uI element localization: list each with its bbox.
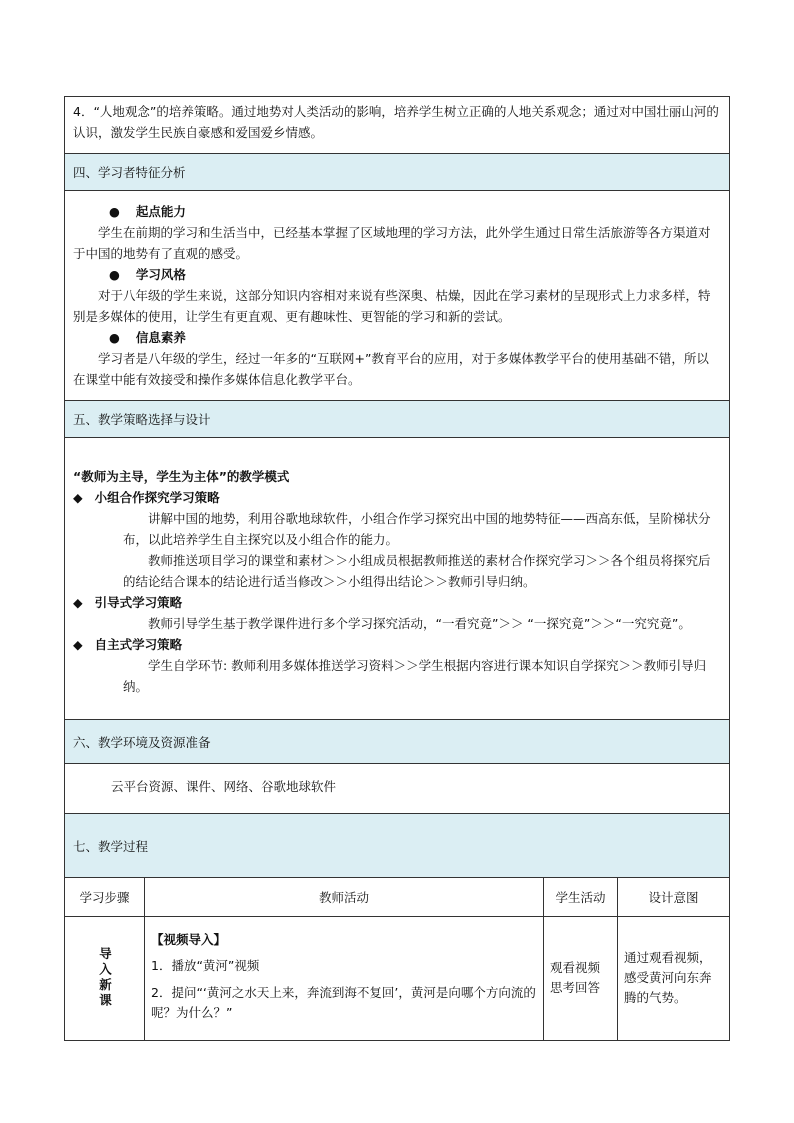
- section-seven-heading: 七、教学过程: [73, 838, 149, 854]
- section-five-heading-row: [64, 401, 730, 438]
- bullet-item-title: ● 学习风格: [109, 267, 186, 282]
- teaching-mode-title: “教师为主导，学生为主体”的教学模式: [73, 469, 290, 484]
- student-activity-cell: [544, 916, 618, 1040]
- table-header-row: [65, 878, 730, 916]
- learner-paragraph: 对于八年级的学生来说，这部分知识内容相对来说有些深奥、枯燥，因此在学习素材的呈现形式上力求多样，特别是多媒体的使用，让学生有更直观、更有趣味性、更智能的学习和新的尝试。: [73, 288, 711, 324]
- section-four-heading-row: [64, 154, 730, 191]
- section-six-heading: 六、教学环境及资源准备: [73, 734, 211, 750]
- strategy-title: ◆ 自主式学习策略: [73, 637, 183, 652]
- document-table: [64, 96, 730, 1041]
- bullet-item-title: ● 起点能力: [109, 204, 186, 219]
- strategy-paragraph: 教师推送项目学习的课堂和素材＞＞小组成员根据教师推送的素材合作探究学习＞＞各个组员将探究后的结论结合课本的结论进行适当修改＞＞小组得出结论＞＞教师引导归纳。: [123, 553, 711, 589]
- learner-paragraph: 学习者是八年级的学生，经过一年多的“互联网+”教育平台的应用，对于多媒体教学平台的使用基础不错，所以在课堂中能有效接受和操作多媒体信息化教学平台。: [73, 351, 709, 387]
- section-six-heading-row: [64, 720, 730, 764]
- column-header-teacher: 教师活动: [145, 878, 544, 916]
- teacher-activity-cell: [145, 916, 544, 1040]
- step-cell: [65, 916, 145, 1040]
- learner-paragraph: 学生在前期的学习和生活当中，已经基本掌握了区域地理的学习方法，此外学生通过日常生活旅游等各方渠道对于中国的地势有了直观的感受。: [73, 225, 711, 261]
- learner-analysis-block: [64, 191, 730, 401]
- activity-line: 1．播放“黄河”视频: [151, 957, 260, 973]
- column-header-step: 学习步骤: [65, 878, 145, 916]
- design-intent-cell: [618, 916, 730, 1040]
- bullet-item-title: ● 信息素养: [109, 330, 186, 345]
- student-activity-text: 观看视频思考回答: [550, 960, 601, 995]
- section-five-heading: 五、教学策略选择与设计: [73, 412, 211, 427]
- strategy-title: ◆ 引导式学习策略: [73, 595, 183, 610]
- design-intent-text: 通过观看视频，感受黄河向东奔腾的气势。: [624, 950, 712, 1005]
- section-four-heading: 四、学习者特征分析: [73, 165, 186, 180]
- table-row: [65, 916, 730, 1040]
- strategy-block: [64, 438, 730, 720]
- process-table: [64, 878, 730, 1041]
- humanland-strategy-text: 4．“人地观念”的培养策略。通过地势对人类活动的影响，培养学生树立正确的人地关系观念；通过对中国壮丽山河的认识，激发学生民族自豪感和爱国爱乡情感。: [73, 104, 719, 140]
- resources-block: [64, 764, 730, 814]
- strategy-paragraph: 教师引导学生基于教学课件进行多个学习探究活动，“一看究竟”＞＞ “一探究竟”＞＞“一究究竟”。: [148, 616, 691, 631]
- activity-title: 【视频导入】: [151, 931, 227, 947]
- strategy-paragraph: 讲解中国的地势，利用谷歌地球软件，小组合作学习探究出中国的地势特征——西高东低，呈阶梯状分布，以此培养学生自主探究以及小组合作的能力。: [123, 511, 711, 547]
- column-header-intent: 设计意图: [618, 878, 730, 916]
- section-seven-heading-row: [64, 814, 730, 878]
- step-label: 导入新课: [97, 947, 113, 1009]
- resources-text: 云平台资源、课件、网络、谷歌地球软件: [111, 779, 337, 794]
- column-header-student: 学生活动: [544, 878, 618, 916]
- culture-strategy-block: [64, 96, 730, 154]
- activity-line: 2．提问“‘黄河之水天上来，奔流到海不复回’，黄河是向哪个方向流的呢？为什么？”: [151, 984, 536, 1020]
- strategy-title: ◆ 小组合作探究学习策略: [73, 490, 220, 505]
- strategy-paragraph: 学生自学环节: 教师利用多媒体推送学习资料＞＞学生根据内容进行课本知识自学探究＞＞教师引导归纳。: [123, 658, 707, 694]
